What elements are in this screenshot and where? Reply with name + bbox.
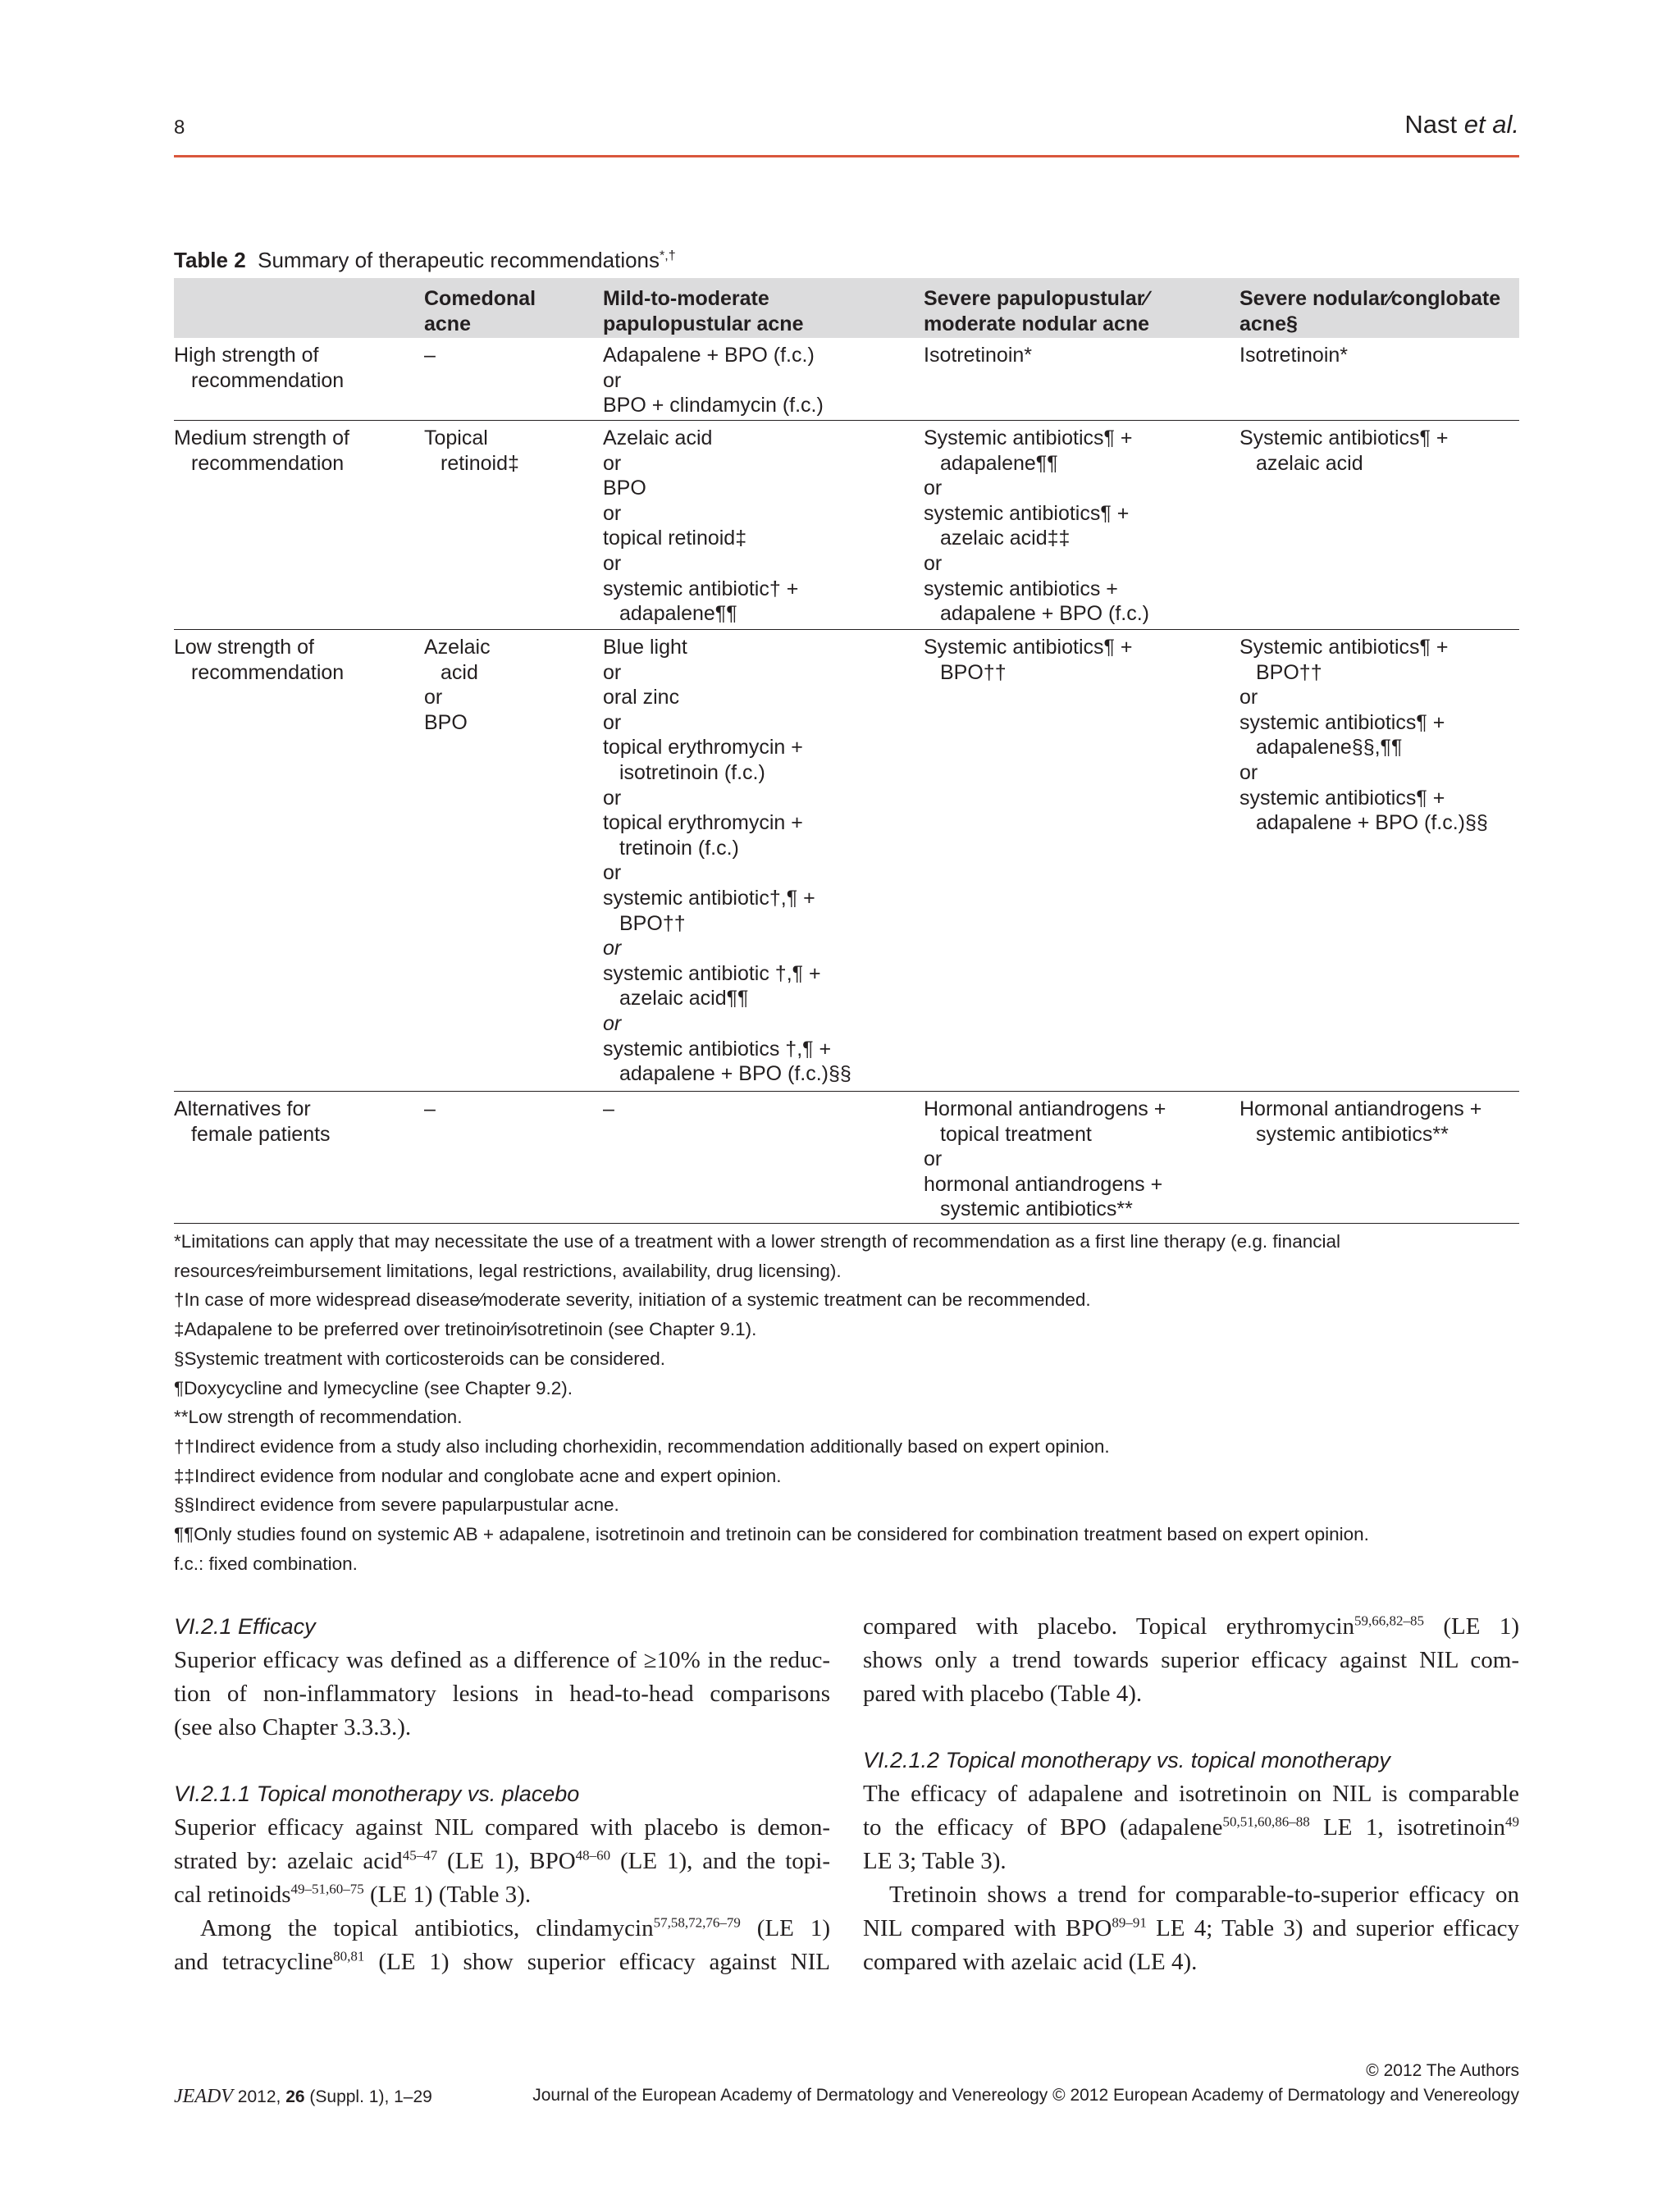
footer-citation: JEADV 2012, 26 (Suppl. 1), 1–29	[174, 2086, 432, 2107]
footnote: ††Indirect evidence from a study also including chorhexidin, recommendation additionally based on expert opinion.	[174, 1435, 1110, 1457]
left-column	[174, 1610, 830, 1979]
table-row	[174, 1092, 1519, 1224]
cell-severe-papulopustular: Systemic antibiotics¶ + adapalene¶¶ or systemic antibiotics¶ + azelaic acid‡‡ or systemic antibiotics + adapalene + BPO (f.c.)	[924, 427, 1150, 626]
paragraph-line: LE 3; Table 3).	[863, 1848, 1007, 1874]
paragraph-line: Among the topical antibiotics, clindamycin$^{57,58,72,76-79}$ (LE 1)	[200, 1914, 830, 1941]
reference-superscript: 49–51,60–75	[290, 1881, 364, 1897]
running-head-author: Nast	[1404, 110, 1458, 139]
table-caption-text: Summary of therapeutic recommendations	[258, 248, 660, 272]
header-rule	[174, 155, 1519, 157]
table-caption-label: Table 2	[174, 248, 246, 272]
paragraph-line: Superior efficacy against NIL compared with placebo is demon-	[174, 1814, 830, 1841]
paragraph-line: NIL compared with BPO$^{89-91}$ LE 4; Table 3) and superior efficacy	[863, 1914, 1519, 1941]
reference-superscript: 80,81	[333, 1948, 365, 1964]
paragraph-line: pared with placebo (Table 4).	[863, 1681, 1143, 1707]
paragraph-line: compared with azelaic acid (LE 4).	[863, 1949, 1198, 1975]
footnote: §§Indirect evidence from severe papularpustular acne.	[174, 1494, 619, 1516]
footnote: §Systemic treatment with corticosteroids can be considered.	[174, 1348, 666, 1369]
cell-mild-moderate: Blue light or oral zinc or topical erythromycin + isotretinoin (f.c.) or topical erythromycin + tretinoin (f.c.) or systemic antibiotic†,¶ + BPO†† or systemic antibiotic †,¶ + azelaic acid¶¶ or systemic antibiotics †,¶ + adapalene + BPO (f.c.)§§	[603, 636, 851, 1086]
table-caption-marks: *,†	[660, 249, 676, 263]
footer-journal-name: Journal of the European Academy of Dermatology and Venereology © 2012 European Academy of Dermatology and Venereology	[532, 2086, 1519, 2105]
section-heading-efficacy: VI.2.1 Efficacy	[174, 1614, 316, 1639]
paragraph-line: cal retinoids$^{49-51,60-75}$ (LE 1) (Table 3).	[174, 1881, 532, 1908]
cell-severe-papulopustular: Hormonal antiandrogens + topical treatment or hormonal antiandrogens + systemic antibiotics**	[924, 1097, 1166, 1221]
cell-severe-nodular: Hormonal antiandrogens + systemic antibiotics**	[1239, 1097, 1482, 1146]
journal-abbrev: JEADV	[174, 2086, 233, 2107]
running-head	[1404, 110, 1519, 139]
paragraph-line: tion of non-inflammatory lesions in head-to-head comparisons	[174, 1681, 830, 1707]
cell-severe-nodular: Systemic antibiotics¶ + azelaic acid	[1239, 427, 1449, 475]
footnote: ‡Adapalene to be preferred over tretinoin∕isotretinoin (see Chapter 9.1).	[174, 1319, 757, 1340]
table-row	[174, 338, 1519, 421]
footnote: **Low strength of recommendation.	[174, 1407, 463, 1428]
cell-severe-nodular: Systemic antibiotics¶ + BPO†† or systemic antibiotics¶ + adapalene§§,¶¶ or systemic antibiotics¶ + adapalene + BPO (f.c.)§§	[1239, 636, 1488, 835]
paragraph-line: The efficacy of adapalene and isotretinoin on NIL is comparable	[863, 1781, 1519, 1807]
cell-severe-papulopustular: Isotretinoin*	[924, 344, 1033, 367]
paragraph-line: Tretinoin shows a trend for comparable-to-superior efficacy on	[889, 1882, 1519, 1908]
reference-superscript: 49	[1505, 1813, 1519, 1830]
row-label: Alternatives for female patients	[174, 1097, 331, 1146]
footnote: *Limitations can apply that may necessitate the use of a treatment with a lower strength of recommendation as a first line therapy (e.g. financial	[174, 1231, 1340, 1252]
header-mild-moderate: Mild-to-moderate papulopustular acne	[603, 287, 804, 335]
paragraph-line: Superior efficacy was defined as a difference of ≥10% in the reduc-	[174, 1647, 830, 1673]
footnote: ‡‡Indirect evidence from nodular and conglobate acne and expert opinion.	[174, 1465, 782, 1486]
cell-mild-moderate: –	[603, 1097, 614, 1120]
running-head-etal: et al.	[1463, 110, 1519, 139]
footnote: †In case of more widespread disease∕moderate severity, initiation of a systemic treatment can be recommended.	[174, 1289, 1091, 1311]
cell-mild-moderate: Adapalene + BPO (f.c.) or BPO + clindamycin (f.c.)	[603, 344, 824, 417]
footer-copyright: © 2012 The Authors	[1366, 2061, 1519, 2080]
paragraph-line: shows only a trend towards superior efficacy against NIL com-	[863, 1647, 1519, 1673]
cell-comedonal: Azelaic acid or BPO	[424, 636, 491, 734]
reference-superscript: 57,58,72,76–79	[653, 1914, 741, 1931]
section-heading-monotherapy-comparison: VI.2.1.2 Topical monotherapy vs. topical monotherapy	[863, 1748, 1390, 1772]
row-label: Medium strength of recommendation	[174, 427, 349, 475]
footnote: f.c.: fixed combination.	[174, 1553, 358, 1574]
paragraph-line: and tetracycline$^{80,81}$ (LE 1) show superior efficacy against NIL	[174, 1948, 830, 1975]
table-row	[174, 630, 1519, 1092]
cell-mild-moderate: Azelaic acid or BPO or topical retinoid‡ or systemic antibiotic† + adapalene¶¶	[603, 427, 799, 626]
table-caption	[174, 248, 676, 273]
header-severe-papulopustular: Severe papulopustular∕ moderate nodular acne	[924, 287, 1150, 335]
footnote: resources∕reimbursement limitations, legal restrictions, availability, drug licensing).	[174, 1260, 842, 1281]
paragraph-line: to the efficacy of BPO (adapalene$^{50,51,60,86-88}$ LE 1, isotretinoin$^{49}$	[863, 1813, 1519, 1841]
header-severe-nodular: Severe nodular∕conglobate acne§	[1239, 287, 1501, 335]
header-comedonal: Comedonal acne	[424, 287, 536, 335]
paragraph-line: compared with placebo. Topical erythromycin$^{59,66,82-85}$ (LE 1)	[863, 1613, 1520, 1640]
recommendations-table	[174, 278, 1519, 1224]
paragraph-line: (see also Chapter 3.3.3.).	[174, 1714, 412, 1740]
table-header-row	[174, 278, 1519, 338]
paragraph-line: strated by: azelaic acid$^{45-47}$ (LE 1), BPO$^{48-60}$ (LE 1), and the topi-	[174, 1847, 830, 1874]
table-row	[174, 421, 1519, 630]
cell-comedonal: –	[424, 344, 436, 367]
cell-severe-nodular: Isotretinoin*	[1239, 344, 1349, 367]
right-column	[863, 1610, 1519, 1979]
reference-superscript: 50,51,60,86–88	[1222, 1813, 1310, 1830]
cell-comedonal: Topical retinoid‡	[424, 427, 519, 475]
footnote: ¶¶Only studies found on systemic AB + adapalene, isotretinoin and tretinoin can be considered for combination treatment based on expert opinion.	[174, 1524, 1369, 1545]
row-label: Low strength of recommendation	[174, 636, 345, 684]
section-heading-monotherapy-placebo: VI.2.1.1 Topical monotherapy vs. placebo	[174, 1781, 580, 1806]
reference-superscript: 45–47	[402, 1847, 438, 1864]
journal-volume: 26	[285, 2087, 305, 2106]
table-footnotes	[174, 1227, 1536, 1578]
table-body	[174, 338, 1519, 1224]
footnote: ¶Doxycycline and lymecycline (see Chapter 9.2).	[174, 1377, 573, 1398]
reference-superscript: 59,66,82–85	[1354, 1613, 1425, 1629]
cell-comedonal: –	[424, 1097, 436, 1120]
page-number: 8	[174, 116, 185, 139]
cell-severe-papulopustular: Systemic antibiotics¶ + BPO††	[924, 636, 1133, 684]
row-label: High strength of recommendation	[174, 344, 345, 392]
reference-superscript: 89–91	[1112, 1914, 1147, 1931]
reference-superscript: 48–60	[575, 1847, 611, 1864]
